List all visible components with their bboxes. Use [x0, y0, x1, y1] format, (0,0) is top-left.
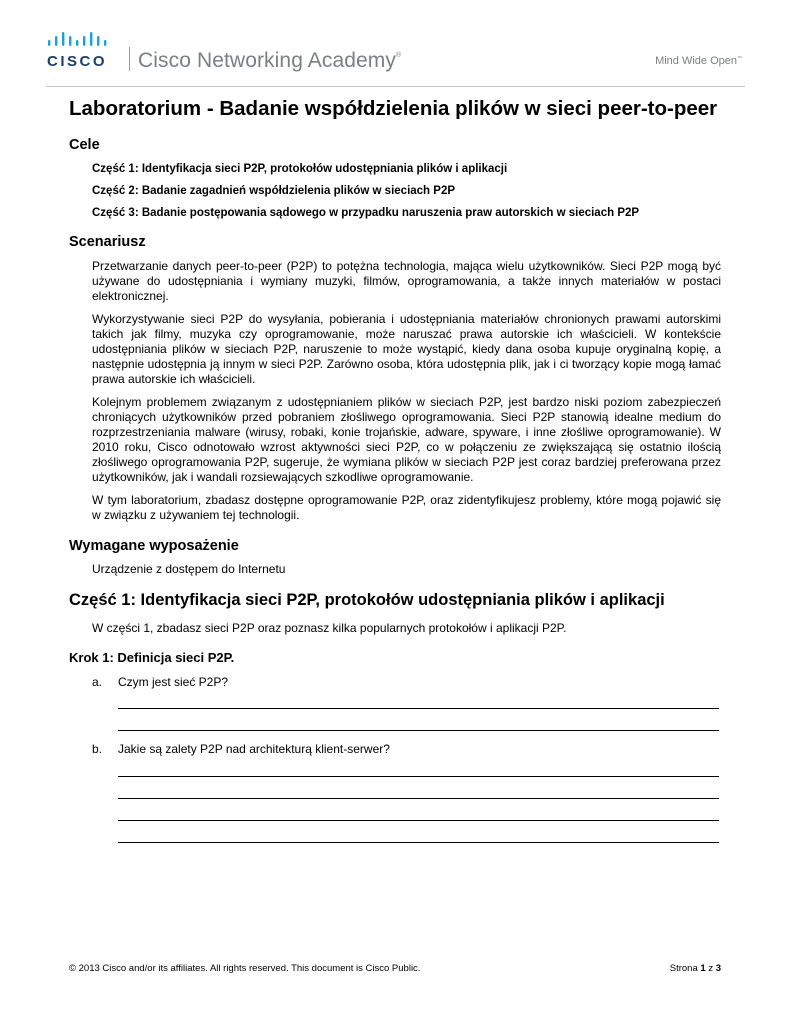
page-number: Strona 1 z 3: [669, 963, 721, 974]
answer-line[interactable]: [118, 708, 719, 709]
document-body: [69, 94, 721, 843]
answer-line[interactable]: [118, 842, 719, 843]
step1-heading: Krok 1: Definicja sieci P2P.: [69, 650, 235, 665]
scenario-paragraph: Kolejnym problemem związanym z udostępnianiem plików w sieciach P2P, jest bardzo niski poziom zabezpieczeń chroniących użytkowników przed pobraniem złośliwego oprogramowania. Sieci P2P stanowią idealne medium do rozprzestrzeniania malware (wirusy, robaki, konie trojańskie, adware, spyware, i inne złośliwe oprogramowanie). W 2010 roku, Cisco odnotowało wzrost aktywności sieci P2P, co w połączeniu ze zwiększającą się ostatnio ilością złośliwego oprogramowania P2P, sugeruje, że wymiana plików w sieciach P2P jest coraz bardziej preferowana przez użytkowników, jak i wandali rozsiewających szkodliwe oprogramowanie.: [92, 395, 721, 484]
equipment-text: Urządzenie z dostępem do Internetu: [92, 562, 286, 576]
answer-line[interactable]: [118, 820, 719, 821]
objectives-heading: Cele: [69, 137, 100, 153]
question-letter: b.: [92, 742, 103, 756]
objective-item: Część 1: Identyfikacja sieci P2P, protokołów udostępniania plików i aplikacji: [92, 163, 508, 175]
cisco-bridge-icon: [46, 28, 118, 70]
objective-item: Część 2: Badanie zagadnień współdzielenia plików w sieciach P2P: [92, 185, 456, 197]
question-a: [92, 675, 721, 690]
copyright-notice: © 2013 Cisco and/or its affiliates. All rights reserved. This document is Cisco Public.: [69, 963, 421, 974]
part1-intro: W części 1, zbadasz sieci P2P oraz poznasz kilka popularnych protokołów i aplikacji P2P.: [92, 621, 567, 635]
tagline: Mind Wide Open™: [655, 55, 742, 67]
scenario-paragraph: Przetwarzanie danych peer-to-peer (P2P) to potężna technologia, mająca wielu użytkowników. Sieci P2P mogą być używane do udostępniania i wymiany muzyki, filmów, oprogramowania, a także innych materiałów w postaci elektronicznej.: [92, 259, 721, 303]
header-rule: [46, 86, 745, 87]
page-footer: [69, 963, 721, 974]
answer-line[interactable]: [118, 798, 719, 799]
scenario-paragraph: Wykorzystywanie sieci P2P do wysyłania, pobierania i udostępniania materiałów chronionych prawami autorskimi takich jak filmy, muzyka czy oprogramowanie, może naruszać prawa autorskie ich właścicieli. W kontekście udostępniania plików w sieciach P2P, naruszenie to może wystąpić, kiedy dana osoba kupuje oryginalną kopię, a następnie udostępnia ją innym w sieci P2P. Zarówno osoba, która udostępnia plik, jak i ci tworzący kopie mogą łamać prawa autorskie ich właścicieli.: [92, 312, 721, 386]
question-b: [92, 742, 721, 757]
question-text: Jakie są zalety P2P nad architekturą klient-serwer?: [118, 742, 390, 756]
answer-line[interactable]: [118, 730, 719, 731]
cisco-logo: [46, 28, 118, 75]
question-text: Czym jest sieć P2P?: [118, 675, 229, 689]
part1-heading: Część 1: Identyfikacja sieci P2P, protokołów udostępniania plików i aplikacji: [69, 591, 665, 609]
objective-item: Część 3: Badanie postępowania sądowego w przypadku naruszenia praw autorskich w sieciach P2P: [92, 207, 640, 219]
brand-divider: [129, 47, 130, 71]
brand-name: Cisco Networking Academy®: [138, 49, 402, 72]
page-title: Laboratorium - Badanie współdzielenia plików w sieci peer-to-peer: [69, 97, 718, 120]
scenario-heading: Scenariusz: [69, 234, 146, 250]
scenario-paragraph: W tym laboratorium, zbadasz dostępne oprogramowanie P2P, oraz zidentyfikujesz problemy, które mogą pojawić się w związku z używaniem tej technologii.: [92, 493, 721, 522]
question-letter: a.: [92, 675, 103, 689]
cisco-wordmark: CISCO: [47, 53, 108, 70]
answer-line[interactable]: [118, 776, 719, 777]
equipment-heading: Wymagane wyposażenie: [69, 538, 239, 554]
page-header: [0, 0, 791, 88]
